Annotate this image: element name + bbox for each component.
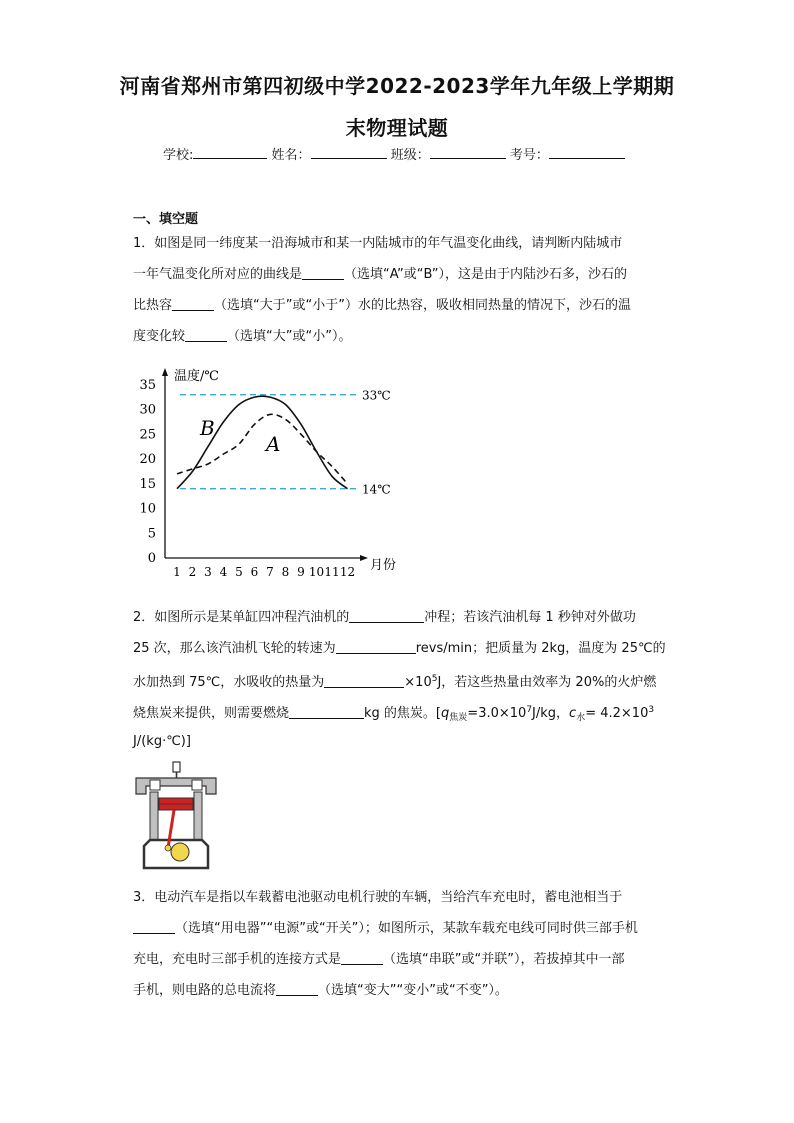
q2-line-2 <box>133 633 666 664</box>
x-tick-label: 11 <box>324 565 340 579</box>
intake-valve-icon <box>150 780 160 790</box>
y-tick-label: 5 <box>147 526 156 542</box>
q2-answer-blank-2[interactable] <box>336 638 416 654</box>
y-axis-arrow <box>162 368 168 376</box>
q2-text: 25 次，那么该汽油机飞轮的转速为 <box>133 641 336 656</box>
x-tick-label: 5 <box>235 565 243 579</box>
x-tick-labels <box>173 565 355 579</box>
q2-exponent: 3 <box>648 705 655 715</box>
reference-line-label: 33℃ <box>362 388 391 403</box>
q2-exponent: 5 <box>431 674 438 684</box>
q3-answer-blank-3[interactable] <box>276 980 318 996</box>
x-tick-label: 8 <box>281 565 290 579</box>
q2-text: 2．如图所示是某单缸四冲程汽油机的 <box>133 610 350 625</box>
q2-line-3 <box>133 664 663 695</box>
q3-text: （选填“串联”或“并联”），若拔掉其中一部 <box>383 952 625 967</box>
cylinder-head <box>136 778 216 794</box>
x-tick-label: 1 <box>173 565 181 579</box>
student-info-row <box>163 144 625 163</box>
q3-line-2 <box>133 913 663 944</box>
x-axis-label: 月份 <box>370 558 397 573</box>
q2-text: = 4.2×10 <box>585 706 649 721</box>
q1-line-3 <box>133 290 663 321</box>
exam-number-field[interactable] <box>549 144 625 159</box>
crankshaft-icon <box>171 843 189 861</box>
q3-text: （选填“用电器”“电源”或“开关”）；如图所示，某款车载充电线可同时供三部手机 <box>175 921 638 936</box>
cylinder-wall-left <box>150 792 158 842</box>
q1-text: 一年气温变化所对应的曲线是 <box>133 267 303 282</box>
class-field[interactable] <box>430 144 506 159</box>
school-label: 学校: <box>163 148 194 163</box>
question-1 <box>133 228 663 352</box>
y-tick-labels <box>139 378 156 566</box>
q3-line-3 <box>133 944 663 975</box>
question-3 <box>133 882 663 1006</box>
q2-exponent: 7 <box>526 705 533 715</box>
reference-line-label: 14℃ <box>362 482 391 497</box>
q2-subscript: 水 <box>576 713 586 723</box>
question-2 <box>133 602 666 757</box>
series-label-B: B <box>200 416 215 440</box>
q2-line-4 <box>133 695 663 726</box>
q1-text: （选填“大于”或“小于”）水的比热容，吸收相同热量的情况下，沙石的温 <box>214 298 631 313</box>
q2-text: 冲程；若该汽油机每 1 秒钟对外做功 <box>424 610 636 625</box>
q3-answer-blank-2[interactable] <box>341 949 383 965</box>
x-tick-label: 10 <box>308 565 325 579</box>
q2-answer-blank-1[interactable] <box>349 607 424 623</box>
spark-plug-icon <box>173 762 180 772</box>
y-tick-label: 35 <box>139 377 156 393</box>
exhaust-valve-icon <box>192 780 202 790</box>
x-tick-label: 2 <box>188 565 197 579</box>
q2-symbol-c: c <box>569 706 577 721</box>
y-tick-label: 0 <box>147 551 156 566</box>
q2-text: kg 的焦炭。[ <box>364 706 442 721</box>
q1-line-1: 1．如图是同一纬度某一沿海城市和某一内陆城市的年气温变化曲线，请判断内陆城市 <box>133 236 623 251</box>
q2-text: J/kg， <box>532 706 570 721</box>
series-label-A: A <box>266 432 281 456</box>
x-axis-arrow <box>360 555 368 561</box>
series-line-B <box>177 396 348 489</box>
school-field[interactable] <box>193 144 267 159</box>
q1-answer-blank-3[interactable] <box>185 326 227 342</box>
y-tick-label: 20 <box>139 452 156 467</box>
q3-text: （选填“变大”“变小”或“不变”）。 <box>318 983 508 998</box>
q2-text: 烧焦炭来提供，则需要燃烧 <box>133 706 290 721</box>
crank-pin <box>165 845 171 851</box>
y-tick-label: 25 <box>139 427 156 443</box>
q3-text: 充电，充电时三部手机的连接方式是 <box>133 952 342 967</box>
x-tick-label: 9 <box>297 565 305 579</box>
x-tick-label: 3 <box>204 565 212 579</box>
q2-symbol-q: q <box>441 706 450 721</box>
q2-answer-blank-4[interactable] <box>289 703 364 719</box>
section-heading-fill-in: 一、填空题 <box>133 212 199 227</box>
x-tick-label: 7 <box>266 565 274 579</box>
q1-line-2 <box>133 259 663 290</box>
x-tick-label: 6 <box>250 565 259 579</box>
name-label: 姓名： <box>271 148 311 163</box>
y-tick-label: 30 <box>139 402 156 418</box>
q2-text: ×10 <box>404 675 432 690</box>
series-curves <box>177 396 348 489</box>
q3-line-1: 3．电动汽车是指以车载蓄电池驱动电机行驶的车辆，当给汽车充电时，蓄电池相当于 <box>133 890 623 905</box>
exam-number-label: 考号： <box>509 148 549 163</box>
cylinder-wall-right <box>194 792 202 842</box>
q2-line-1 <box>133 602 663 633</box>
page-title-line-2: 末物理试题 <box>345 116 449 140</box>
q3-text: 手机，则电路的总电流将 <box>133 983 277 998</box>
x-tick-label: 12 <box>339 565 356 579</box>
q2-text: revs/min；把质量为 2kg，温度为 25℃的 <box>415 641 666 656</box>
q1-text: 度变化较 <box>133 329 186 344</box>
q2-subscript: 焦炭 <box>449 713 468 723</box>
y-tick-label: 15 <box>139 476 156 492</box>
q2-text: 水加热到 75℃，水吸收的热量为 <box>133 675 325 690</box>
class-label: 班级： <box>390 148 430 163</box>
q1-answer-blank-1[interactable] <box>302 264 344 280</box>
q1-text: （选填“A”或“B”），这是由于内陆沙石多，沙石的 <box>344 267 627 282</box>
q3-line-4 <box>133 975 663 1006</box>
q1-answer-blank-2[interactable] <box>172 295 214 311</box>
q1-text: （选填“大”或“小”）。 <box>227 329 352 344</box>
q2-line-5: J/(kg·℃)] <box>133 734 191 749</box>
name-field[interactable] <box>311 144 387 159</box>
q3-answer-blank-1[interactable] <box>133 918 175 934</box>
y-axis-label: 温度/℃ <box>174 369 219 384</box>
q2-text: J，若这些热量由效率为 20%的火炉燃 <box>437 675 657 690</box>
engine-cylinder-illustration <box>130 760 222 872</box>
x-tick-label: 4 <box>219 565 228 579</box>
y-tick-label: 10 <box>139 501 156 517</box>
q2-text: =3.0×10 <box>467 706 527 721</box>
temperature-chart <box>130 362 420 582</box>
page-title-line-1: 河南省郑州市第四初级中学2022-2023学年九年级上学期期 <box>119 74 675 98</box>
q1-line-4 <box>133 321 663 352</box>
q2-answer-blank-3[interactable] <box>324 672 404 688</box>
q1-text: 比热容 <box>133 298 173 313</box>
